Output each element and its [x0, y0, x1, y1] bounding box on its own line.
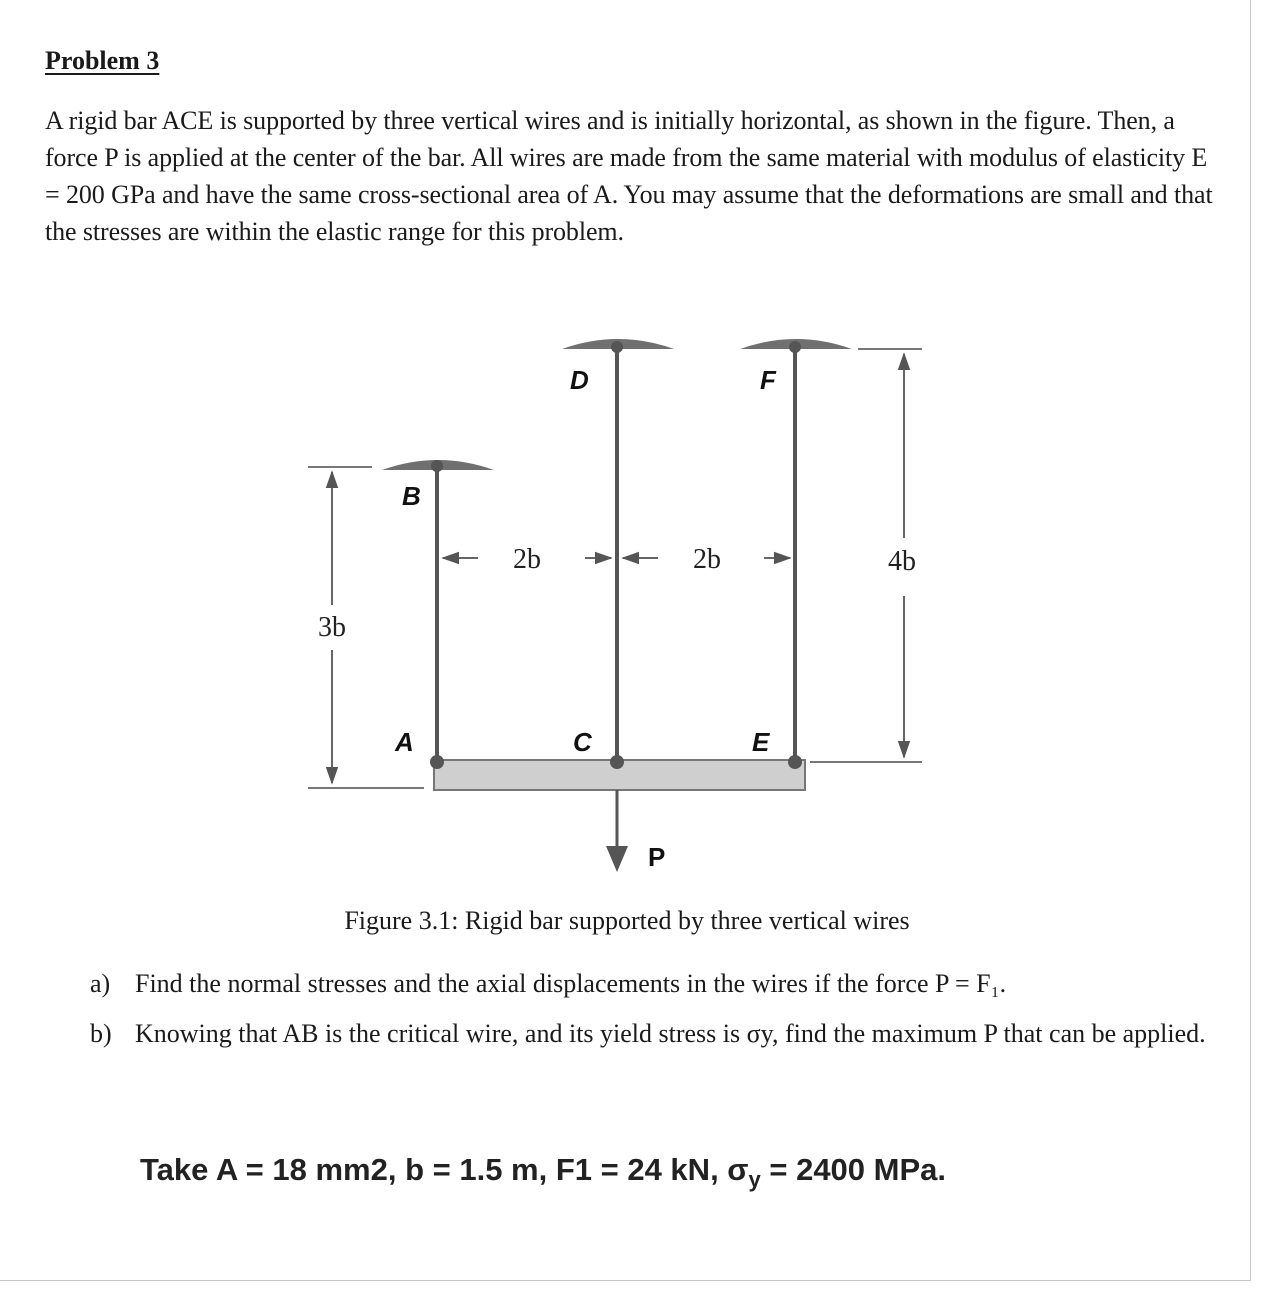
figure-rigid-bar: [0, 300, 1250, 900]
pin-F: [789, 341, 801, 353]
force-arrow-P: [606, 846, 628, 872]
question-b-marker: b): [90, 1019, 112, 1048]
label-D: D: [570, 365, 589, 395]
question-a-marker: a): [90, 969, 111, 998]
given-suffix: = 2400 MPa.: [760, 1152, 947, 1187]
pin-A: [430, 755, 444, 769]
problem-title: Problem 3: [45, 46, 160, 75]
pin-C: [610, 755, 624, 769]
label-F: F: [760, 365, 776, 395]
dim-label-4b: 4b: [888, 546, 916, 577]
dim-label-2b-left: 2b: [513, 544, 541, 575]
problem-statement: A rigid bar ACE is supported by three vertical wires and is initially horizontal, as shown in the figure. Then, a force P is applied at the center of the bar. All wires are made from the same material with modulus of elasticity E = 200 GPa and have the same cross-sectional area of A. You may assume that the deformations are small and that the stresses are within the elastic range for this problem.: [45, 106, 1213, 246]
given-subscript: y: [748, 1167, 761, 1193]
label-A: A: [395, 727, 414, 757]
question-a-text: Find the normal stresses and the axial displacements in the wires if the force P = F₁.: [135, 969, 1007, 998]
figure-caption: Figure 3.1: Rigid bar supported by three vertical wires: [344, 906, 910, 935]
dim-label-3b: 3b: [318, 612, 346, 643]
label-C: C: [573, 727, 592, 757]
given-values: [140, 1152, 946, 1193]
pin-B: [431, 460, 443, 472]
label-P: P: [648, 842, 666, 872]
given-prefix: Take A = 18 mm2, b = 1.5 m, F1 = 24 kN, σ: [140, 1152, 749, 1187]
label-E: E: [752, 727, 770, 757]
dim-label-2b-right: 2b: [693, 544, 721, 575]
figure-drawing: [0, 300, 1250, 900]
question-b-text: Knowing that AB is the critical wire, and its yield stress is σy, find the maximum P that can be applied.: [135, 1019, 1206, 1048]
pin-D: [611, 341, 623, 353]
pin-E: [788, 755, 802, 769]
label-B: B: [402, 481, 421, 511]
